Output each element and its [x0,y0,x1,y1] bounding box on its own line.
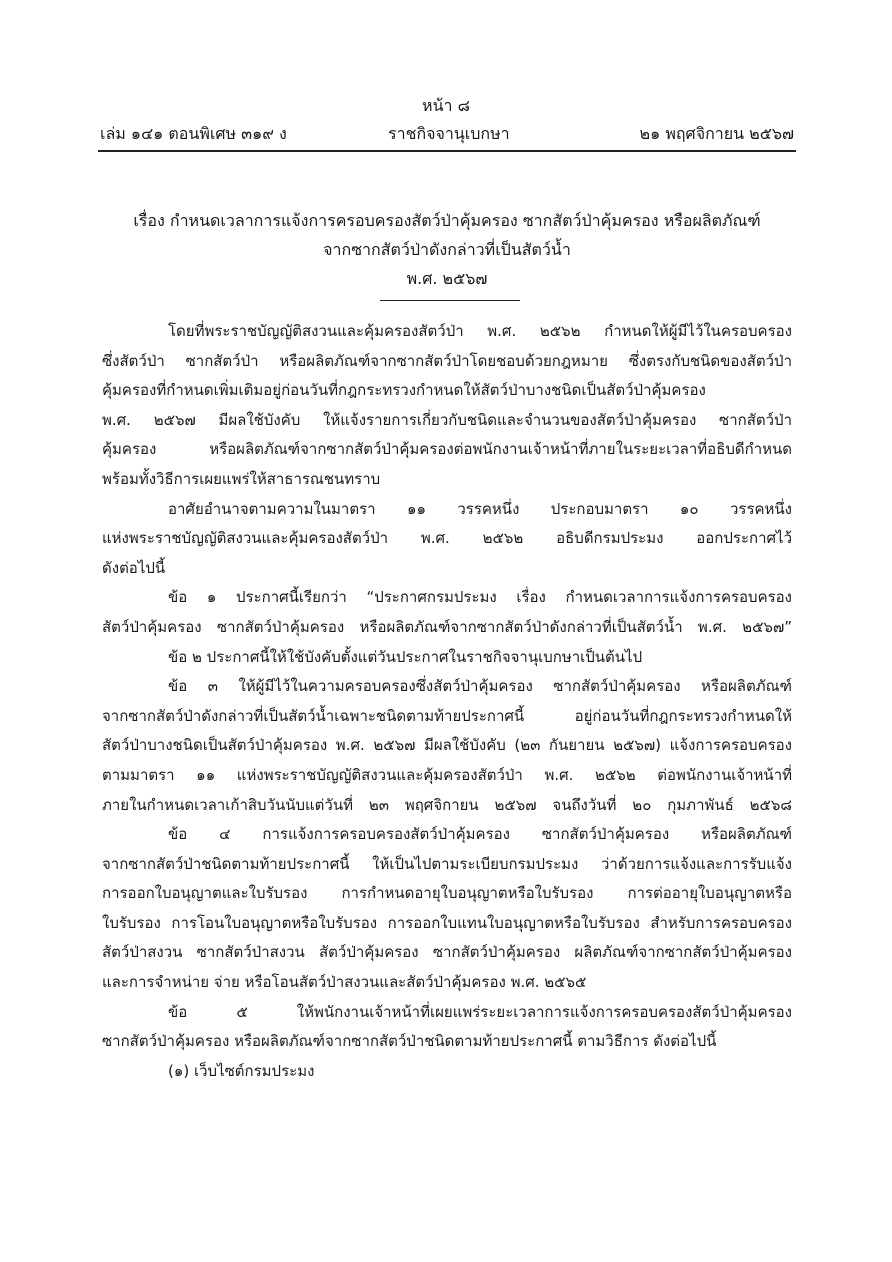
clause-1: ข้อ ๑ ประกาศนี้เรียกว่า “ประกาศกรมประมง เรื่อง กำหนดเวลาการแจ้งการครอบครอง [168,588,792,607]
title-divider [380,300,520,301]
body-line: พร้อมทั้งวิธีการเผยแพร่ให้สาธารณชนทราบ [102,469,381,488]
body-line: ซึ่งสัตว์ป่า ซากสัตว์ป่า หรือผลิตภัณฑ์จากซากสัตว์ป่าโดยชอบด้วยกฎหมาย ซึ่งตรงกับชนิดของสัตว์ป่า [102,351,792,370]
header-divider [98,150,796,152]
body-line: อาศัยอำนาจตามความในมาตรา ๑๑ วรรคหนึ่ง ประกอบมาตรา ๑๐ วรรคหนึ่ง [168,499,792,518]
title-line: เรื่อง กำหนดเวลาการแจ้งการครอบครองสัตว์ป่าคุ้มครอง ซากสัตว์ป่าคุ้มครอง หรือผลิตภัณฑ์ [133,211,761,230]
clause-2: ข้อ ๒ ประกาศนี้ให้ใช้บังคับตั้งแต่วันประกาศในราชกิจจานุเบกษาเป็นต้นไป [168,647,643,666]
document-title [100,206,794,293]
body-line: คุ้มครอง หรือผลิตภัณฑ์จากซากสัตว์ป่าคุ้มครองต่อพนักงานเจ้าหน้าที่ภายในระยะเวลาที่อธิบดีกำหนด [102,440,792,459]
body-line: ภายในกำหนดเวลาเก้าสิบวันนับแต่วันที่ ๒๓ พฤศจิกายน ๒๕๖๗ จนถึงวันที่ ๒๐ กุมภาพันธ์ ๒๕๖๘ [102,795,792,814]
publication-date: ๒๑ พฤศจิกายน ๒๕๖๗ [639,124,794,143]
list-item: (๑) เว็บไซต์กรมประมง [168,1061,315,1080]
body-line: การออกใบอนุญาตและใบรับรอง การกำหนดอายุใบอนุญาตหรือใบรับรอง การต่ออายุใบอนุญาตหรือ [102,884,792,903]
page-number: หน้า ๘ [422,96,470,115]
body-line: ตามมาตรา ๑๑ แห่งพระราชบัญญัติสงวนและคุ้มครองสัตว์ป่า พ.ศ. ๒๕๖๒ ต่อพนักงานเจ้าหน้าที่ [102,765,792,784]
document-body [102,317,792,1086]
body-line: ใบรับรอง การโอนใบอนุญาตหรือใบรับรอง การออกใบแทนใบอนุญาตหรือใบรับรอง สำหรับการครอบครอง [102,913,792,932]
body-line: ซากสัตว์ป่าคุ้มครอง หรือผลิตภัณฑ์จากซากสัตว์ป่าชนิดตามท้ายประกาศนี้ ตามวิธีการ ดังต่อไปนี้ [102,1032,717,1051]
body-line: สัตว์ป่าสงวน ซากสัตว์ป่าสงวน สัตว์ป่าคุ้มครอง ซากสัตว์ป่าคุ้มครอง ผลิตภัณฑ์จากซากสัตว์ป่าคุ้มครอง [102,943,792,962]
body-line: แห่งพระราชบัญญัติสงวนและคุ้มครองสัตว์ป่า พ.ศ. ๒๕๖๒ อธิบดีกรมประมง ออกประกาศไว้ [102,529,792,548]
body-line: สัตว์ป่าบางชนิดเป็นสัตว์ป่าคุ้มครอง พ.ศ. ๒๕๖๗ มีผลใช้บังคับ (๒๓ กันยายน ๒๕๖๗) แจ้งการครอบครอง [102,736,792,755]
title-line: จากซากสัตว์ป่าดังกล่าวที่เป็นสัตว์น้ำ [323,240,571,259]
body-line: สัตว์ป่าคุ้มครอง ซากสัตว์ป่าคุ้มครอง หรือผลิตภัณฑ์จากซากสัตว์ป่าดังกล่าวที่เป็นสัตว์น้ำ พ.ศ. ๒๕๖๗” [102,617,792,636]
body-line: ดังต่อไปนี้ [102,558,166,577]
body-line: จากซากสัตว์ป่าดังกล่าวที่เป็นสัตว์น้ำเฉพาะชนิดตามท้ายประกาศนี้ อยู่ก่อนวันที่กฎกระทรวงกำหนดให้ [102,706,792,725]
body-line: จากซากสัตว์ป่าชนิดตามท้ายประกาศนี้ ให้เป็นไปตามระเบียบกรมประมง ว่าด้วยการแจ้งและการรับแจ้ง [102,854,792,873]
gazette-name: ราชกิจจานุเบกษา [388,124,510,143]
title-year: พ.ศ. ๒๕๖๗ [406,269,488,288]
body-line: คุ้มครองที่กำหนดเพิ่มเติมอยู่ก่อนวันที่กฎกระทรวงกำหนดให้สัตว์ป่าบางชนิดเป็นสัตว์ป่าคุ้มครอง [102,381,706,400]
clause-5: ข้อ ๕ ให้พนักงานเจ้าหน้าที่เผยแพร่ระยะเวลาการแจ้งการครอบครองสัตว์ป่าคุ้มครอง [168,1002,792,1021]
clause-4: ข้อ ๔ การแจ้งการครอบครองสัตว์ป่าคุ้มครอง ซากสัตว์ป่าคุ้มครอง หรือผลิตภัณฑ์ [168,825,792,844]
clause-3: ข้อ ๓ ให้ผู้มีไว้ในความครอบครองซึ่งสัตว์ป่าคุ้มครอง ซากสัตว์ป่าคุ้มครอง หรือผลิตภัณฑ์ [168,677,792,696]
volume-issue: เล่ม ๑๔๑ ตอนพิเศษ ๓๑๙ ง [100,124,287,143]
body-line: โดยที่พระราชบัญญัติสงวนและคุ้มครองสัตว์ป่า พ.ศ. ๒๕๖๒ กำหนดให้ผู้มีไว้ในครอบครอง [168,322,792,340]
body-line: และการจำหน่าย จ่าย หรือโอนสัตว์ป่าสงวนและสัตว์ป่าคุ้มครอง พ.ศ. ๒๕๖๕ [102,973,587,992]
body-line: พ.ศ. ๒๕๖๗ มีผลใช้บังคับ ให้แจ้งรายการเกี่ยวกับชนิดและจำนวนของสัตว์ป่าคุ้มครอง ซากสัตว์ป่า [102,410,792,429]
gazette-header [100,122,794,144]
